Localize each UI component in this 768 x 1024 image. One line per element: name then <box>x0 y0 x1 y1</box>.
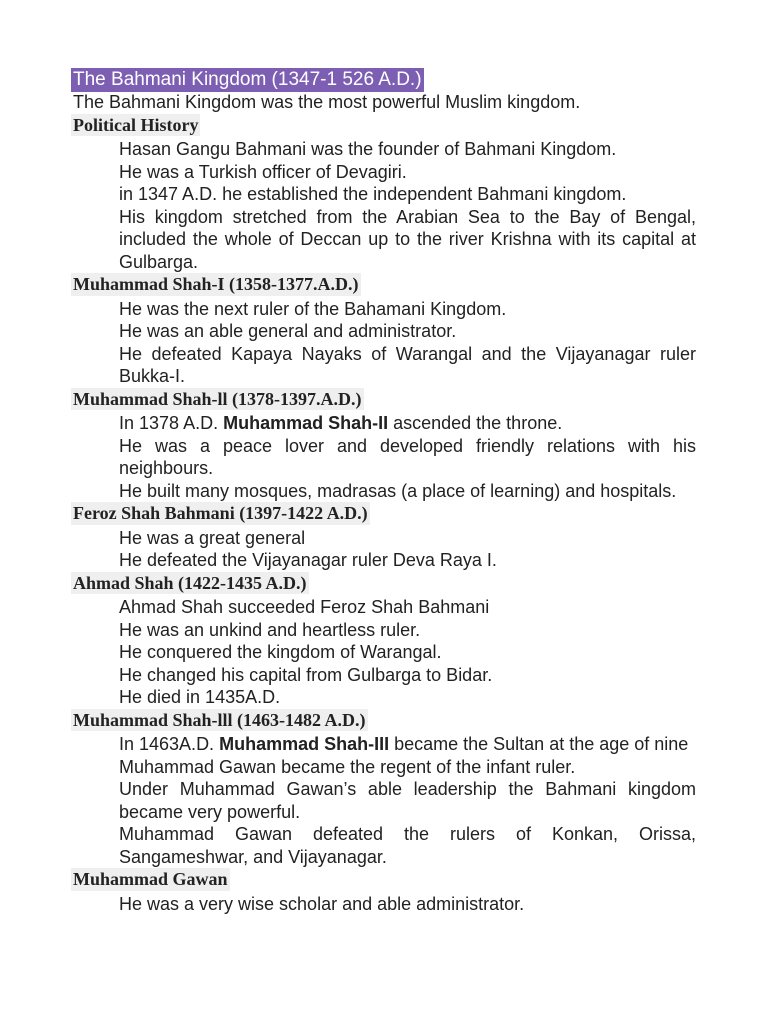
section-paragraph <box>73 412 696 435</box>
section-paragraph: He was a very wise scholar and able administrator. <box>119 893 525 914</box>
sections-container <box>73 114 696 916</box>
section-paragraph <box>73 733 696 756</box>
document-title: The Bahmani Kingdom (1347-1 526 A.D.) <box>73 69 422 90</box>
section-paragraph: He was a great general <box>119 527 306 548</box>
section-paragraph: He defeated the Vijayanagar ruler Deva Raya I. <box>119 550 497 570</box>
section-paragraph: He was a Turkish officer of Devagiri. <box>119 161 407 182</box>
section-heading: Muhammad Shah-I (1358-1377.A.D.) <box>73 274 359 294</box>
section-heading-line <box>73 388 696 413</box>
section-heading: Political History <box>73 114 199 135</box>
section-heading-line <box>73 868 696 893</box>
section-heading: Ahmad Shah (1422-1435 A.D.) <box>73 572 307 593</box>
section-paragraph: He died in 1435A.D. <box>119 687 281 707</box>
section-heading: Muhammad Shah-ll (1378-1397.A.D.) <box>73 388 362 409</box>
section-heading: Feroz Shah Bahmani (1397-1422 A.D.) <box>73 503 368 523</box>
section-paragraph: He changed his capital from Gulbarga to Bidar. <box>119 664 493 685</box>
section-paragraph: Hasan Gangu Bahmani was the founder of Bahmani Kingdom. <box>119 139 617 159</box>
section-heading-line <box>73 572 696 597</box>
section-paragraph: He defeated Kapaya Nayaks of Warangal and the Vijayanagar ruler Bukka-I. <box>119 343 696 386</box>
paragraph-text: became the Sultan at the age of nine <box>389 734 689 754</box>
section-heading-line <box>73 502 696 527</box>
section-paragraph: He was a peace lover and developed friendly relations with his neighbours. <box>119 435 696 478</box>
paragraph-text: ascended the throne. <box>388 413 563 433</box>
section-paragraph: Ahmad Shah succeeded Feroz Shah Bahmani <box>119 597 490 617</box>
intro-text: The Bahmani Kingdom was the most powerful Muslim kingdom. <box>73 92 581 112</box>
section-heading-line <box>73 114 696 139</box>
section-paragraph: Under Muhammad Gawan’s able leadership the Bahmani kingdom became very powerful. <box>119 779 696 822</box>
document-body <box>73 68 696 915</box>
section-paragraph: He was an able general and administrator. <box>119 321 457 341</box>
paragraph-text: In 1378 A.D. <box>119 413 224 433</box>
ruler-name-bold: Muhammad Shah-III <box>219 734 390 754</box>
section-paragraph: He built many mosques, madrasas (a place of learning) and hospitals. <box>119 480 677 501</box>
section-heading-line <box>73 273 696 298</box>
paragraph-text: In 1463A.D. <box>119 734 220 754</box>
title-line <box>73 68 696 91</box>
section-paragraph: Muhammad Gawan defeated the rulers of Konkan, Orissa, Sangameshwar, and Vijayanagar. <box>119 824 696 867</box>
section-heading-line <box>73 709 696 734</box>
section-paragraph: He conquered the kingdom of Warangal. <box>119 642 442 662</box>
section-paragraph: in 1347 A.D. he established the independent Bahmani kingdom. <box>119 184 627 204</box>
section-heading: Muhammad Gawan <box>73 869 228 889</box>
section-paragraph: He was the next ruler of the Bahamani Kingdom. <box>119 298 507 319</box>
section-paragraph: His kingdom stretched from the Arabian Sea to the Bay of Bengal, included the whole of Deccan up to the river Krishna with its capital at Gulbarga. <box>119 206 696 272</box>
section-paragraph: He was an unkind and heartless ruler. <box>119 619 421 640</box>
section-paragraph: Muhammad Gawan became the regent of the infant ruler. <box>119 756 576 777</box>
section-heading: Muhammad Shah-lll (1463-1482 A.D.) <box>73 709 366 730</box>
ruler-name-bold: Muhammad Shah-II <box>223 413 389 433</box>
